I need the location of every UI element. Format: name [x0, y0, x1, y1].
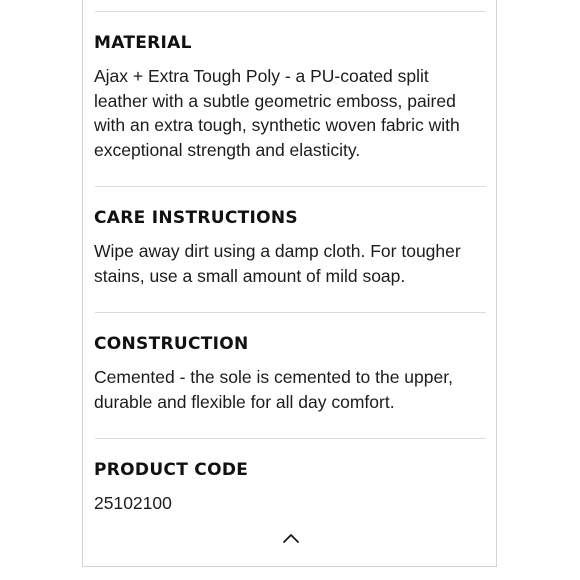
- material-text-line: with an extra tough, synthetic woven fabric with: [94, 115, 460, 135]
- product-code-text: 25102100: [94, 493, 172, 513]
- divider: [95, 438, 486, 439]
- material-text-line: exceptional strength and elasticity.: [94, 139, 361, 160]
- care-instructions-heading: CARE INSTRUCTIONS: [94, 208, 298, 228]
- divider: [95, 11, 486, 12]
- product-code-value: [94, 491, 486, 516]
- construction-description: [94, 365, 486, 414]
- divider: [95, 312, 486, 313]
- product-details-panel: [82, 0, 497, 567]
- chevron-up-icon: [281, 530, 301, 546]
- construction-heading: CONSTRUCTION: [94, 334, 249, 354]
- construction-text-line: durable and flexible for all day comfort.: [94, 391, 395, 412]
- product-code-heading: PRODUCT CODE: [94, 460, 249, 480]
- care-text-line: Wipe away dirt using a damp cloth. For tougher: [94, 241, 461, 261]
- material-text-line: Ajax + Extra Tough Poly - a PU-coated split: [94, 66, 429, 86]
- material-text-line: leather with a subtle geometric emboss, paired: [94, 90, 456, 111]
- construction-text-line: Cemented - the sole is cemented to the upper,: [94, 367, 453, 387]
- care-text-line: stains, use a small amount of mild soap.: [94, 265, 406, 286]
- divider: [95, 186, 486, 187]
- material-description: [94, 64, 486, 162]
- care-instructions-description: [94, 239, 486, 288]
- scroll-to-top-button[interactable]: [281, 530, 301, 546]
- material-heading: MATERIAL: [94, 33, 192, 53]
